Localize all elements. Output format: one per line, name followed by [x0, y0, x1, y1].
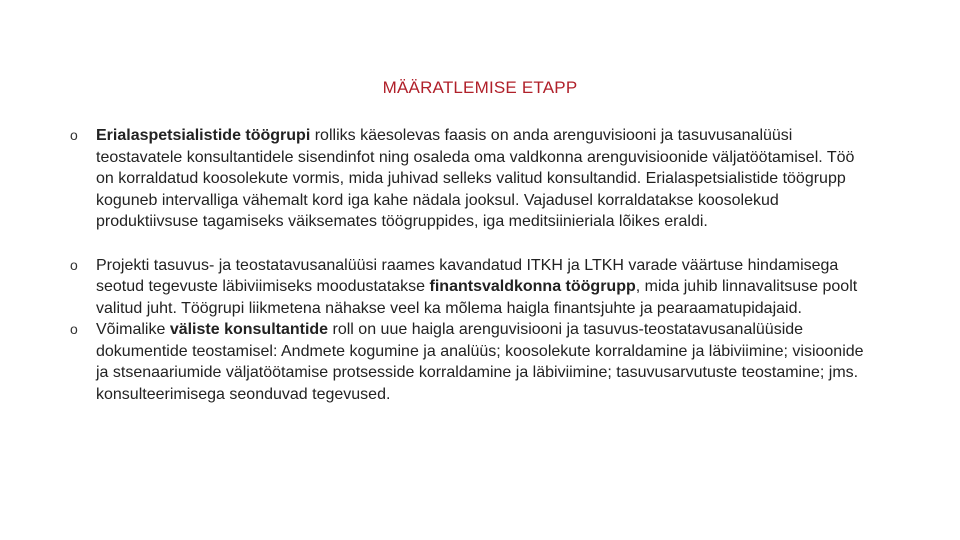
- text-run: roll on uue haigla arenguvisiooni ja tasuvus-teostatavusanalüüside dokumentide teostamisel: Andmete kogumine ja analüüs; koosolekute korraldamine ja läbiviimine; visioonide ja stsenaariumide väljatöötamise protsesside korraldamine ja läbiviimine; tasuvusarvutuste teostamine; jms. konsulteerimisega seonduvad tegevused.: [96, 321, 864, 403]
- bullet-marker: o: [70, 256, 78, 273]
- bold-term: finantsvaldkonna töögrupp: [429, 278, 636, 295]
- text-run: , mida juhib linnavalitsuse poolt valitud juht. Töögrupi liikmetena nähakse veel ka mõlema haigla finantsjuhte ja pearaamatupidajaid.: [96, 278, 858, 317]
- bold-term: Erialaspetsialistide töögrupi: [96, 127, 311, 144]
- bullet-item: [70, 125, 870, 233]
- bullet-item: [70, 255, 870, 320]
- slide-title: MÄÄRATLEMISE ETAPP: [382, 78, 578, 97]
- bullet-item: [70, 319, 870, 405]
- bullet-marker: o: [70, 127, 78, 143]
- bullet-text: [96, 321, 864, 403]
- text-run: Projekti tasuvus- ja teostatavusanalüüsi raames kavandatud ITKH ja LTKH varade väärtuse hindamisega seotud tegevuste läbiviimiseks moodustatakse: [96, 256, 839, 295]
- bold-term: väliste konsultantide: [169, 321, 329, 338]
- bullet-list: [70, 125, 870, 405]
- bullet-text: [96, 257, 857, 317]
- bullet-marker: o: [70, 321, 78, 337]
- bullet-text: [96, 127, 854, 230]
- text-run: rolliks käesolevas faasis on anda arenguvisiooni ja tasuvusanalüüsi teostavatele konsultantidele sisendinfot ning osaleda oma valdkonna arenguvisioonide väljatöötamisel. Töö on korraldatud koosolekute vormis, mida juhivad selleks valitud konsultandid. Erialaspetsialistide töögrupp koguneb intervalliga vähemalt kord iga kahe nädala jooksul. Vajadusel korraldatakse koosolekud produktiivsuse tagamiseks väiksemates töögruppides, iga meditsiinieriala lõikes eraldi.: [96, 127, 855, 230]
- text-run: Võimalike: [96, 321, 170, 338]
